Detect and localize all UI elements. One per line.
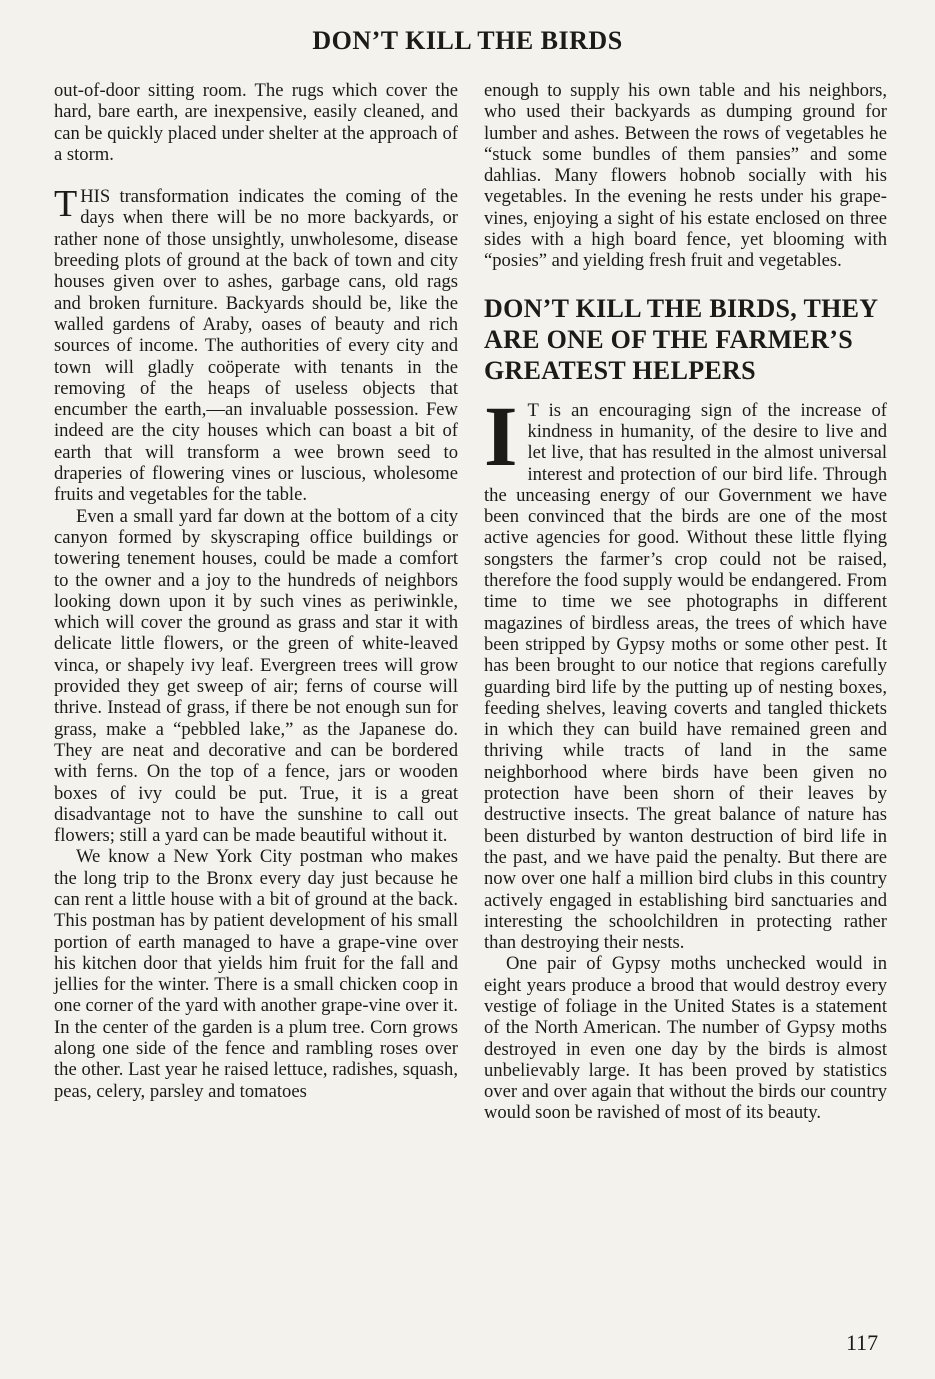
paragraph-birds-text: T is an encouraging sign of the increase of kindness in humanity, of the desire to live and let live, that has resulted in the almost universal interest and protection of our bird life. Through the unceasing energy of our Government we have been convinced that the birds are one of the most active agencies for good. Without these little flying songsters the farmer’s crop could not be raised, therefore the food supply would be endangered. From time to time we see photographs in different magazines of birdless areas, the trees of which have been stripped by Gypsy moths or some other pest. It has been brought to our notice that regions carefully guarding bird life by the putting up of nesting boxes, feeding shelves, leaving coverts and tangled thickets in which they can build have remained green and thriving while tracts of land in the same neighborhood where birds have been given no protection have been shorn of their leaves by destructive insects. The great balance of nature has been disturbed by wanton destruction of bird life in the past, and we have paid the penalty. But there are now over one half a million bird clubs in this country actively engaged in establishing bird sanctuaries and interesting the schoolchildren in protecting rather than destroying their nests.	[484, 399, 887, 954]
left-column	[54, 80, 458, 1102]
paragraph-birds	[484, 387, 887, 954]
page-number: 117	[846, 1330, 879, 1355]
drop-cap: I	[484, 387, 518, 484]
paragraph-continued-right: enough to supply his own table and his neighbors, who used their backyards as dumping ground for lumber and ashes. Between the rows of vegetables he “stuck some bundles of them pansies” and some dahlias. Many flowers hobnob socially with his vegetables. In the evening he rests under his grape-vines, enjoying a sight of his estate enclosed on three sides with a high board fence, yet blooming with “posies” and yielding fresh fruit and vegetables.	[484, 80, 887, 272]
paragraph-postman: We know a New York City postman who makes the long trip to the Bronx every day just because he can rent a little house with a bit of ground at the back. This postman has by patient development of his small portion of earth managed to have a grape-vine over his kitchen door that yields him fruit for the fall and jellies for the winter. There is a small chicken coop in one corner of the yard with another grape-vine over it. In the center of the garden is a plum tree. Corn grows along one side of the fence and rambling roses over the other. Last year he raised lettuce, radishes, squash, peas, celery, parsley and tomatoes	[54, 846, 458, 1102]
paragraph-backyards-text: HIS transformation indicates the coming of the days when there will be no more backyards, or rather none of those unsightly, unwholesome, disease breeding plots of ground at the back of town and city houses given over to ashes, garbage cans, old rags and broken furniture. Backyards should be, like the walled gardens of Araby, oases of beauty and rich sources of income. The authorities of every city and town will gladly coöperate with tenants in the removing of the heaps of useless objects that encumber the earth,—an invaluable possession. Few indeed are the city houses which can boast a bit of earth that will transform a wee brown seed to draperies of flowering vines or luscious, wholesome fruits and vegetables for the table.	[54, 186, 458, 506]
drop-cap: T	[54, 183, 78, 226]
running-head: DON’T KILL THE BIRDS	[312, 26, 623, 55]
section-heading: DON’T KILL THE BIRDS, THEY ARE ONE OF THE FARMER’S GREATEST HELPERS	[484, 293, 878, 385]
paragraph-backyards	[54, 183, 458, 506]
paragraph-gypsy-moths: One pair of Gypsy moths unchecked would in eight years produce a brood that would destroy every vestige of foliage in the United States is a statement of the North American. The number of Gypsy moths destroyed in even one day by the birds is almost unbelievably large. It has been proved by statistics over and over again that without the birds our country would soon be ravished of most of its beauty.	[484, 953, 887, 1124]
paragraph-continued: out-of-door sitting room. The rugs which cover the hard, bare earth, are inexpensive, easily cleaned, and can be quickly placed under shelter at the approach of a storm.	[54, 80, 458, 165]
right-column	[484, 80, 887, 1124]
paragraph-small-yard: Even a small yard far down at the bottom of a city canyon formed by skyscraping office buildings or towering tenement houses, could be made a comfort to the owner and a joy to the hundreds of neighbors looking down upon it by such vines as periwinkle, which will cover the ground as grass and star it with delicate little flowers, or the green of white-leaved vinca, or shapely ivy leaf. Evergreen trees will grow provided they get sweep of air; ferns of course will thrive. Instead of grass, if there be not enough sun for grass, make a “pebbled lake,” as the Japanese do. They are neat and decorative and can be bordered with ferns. On the top of a fence, jars or wooden boxes of ivy could be put. True, it is a great disadvantage not to have the sunshine to call out flowers; still a yard can be made beautiful without it.	[54, 505, 458, 847]
